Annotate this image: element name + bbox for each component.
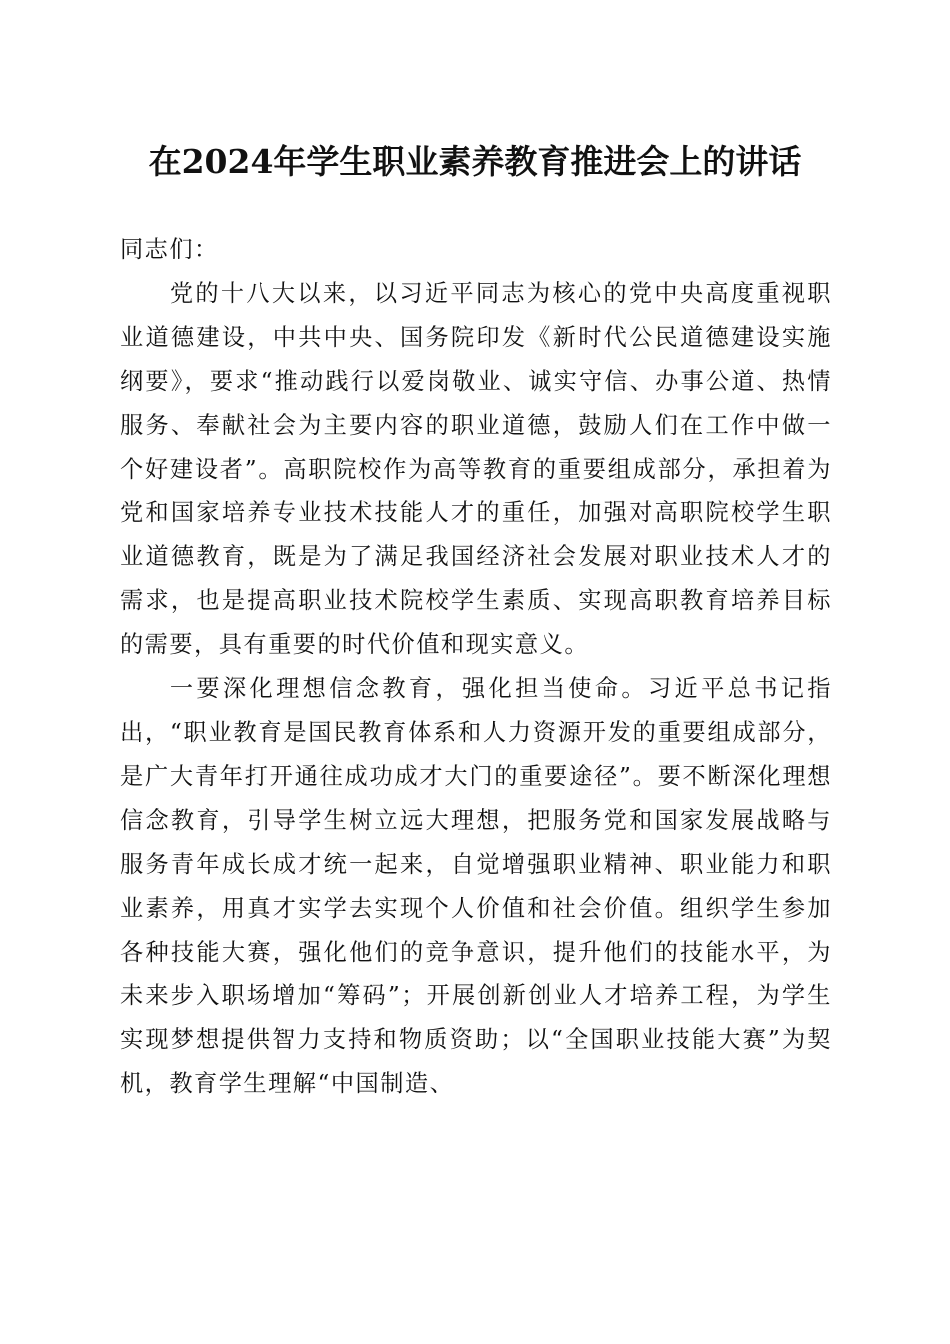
document-title: 在2024年学生职业素养教育推进会上的讲话	[148, 142, 802, 181]
paragraph-ideals-education: 一要深化理想信念教育，强化担当使命。习近平总书记指出，“职业教育是国民教育体系和人力资源开发的重要组成部分，是广大青年打开通往成功成才大门的重要途径”。要不断深化理想信念教育，引导学生树立远大理想，把服务党和国家发展战略与服务青年成长成才统一起来，自觉增强职业精神、职业能力和职业素养，用真才实学去实现个人价值和社会价值。组织学生参加各种技能大赛，强化他们的竞争意识，提升他们的技能水平，为未来步入职场增加“筹码”；开展创新创业人才培养工程，为学生实现梦想提供智力支持和物质资助；以“全国职业技能大赛”为契机，教育学生理解“中国制造、	[120, 675, 832, 1098]
document-body	[120, 228, 832, 1106]
salutation: 同志们：	[120, 236, 219, 263]
paragraph-intro: 党的十八大以来，以习近平同志为核心的党中央高度重视职业道德建设，中共中央、国务院印发《新时代公民道德建设实施纲要》，要求“推动践行以爱岗敬业、诚实守信、办事公道、热情服务、奉献社会为主要内容的职业道德，鼓励人们在工作中做一个好建设者”。高职院校作为高等教育的重要组成部分，承担着为党和国家培养专业技术技能人才的重任，加强对高职院校学生职业道德教育，既是为了满足我国经济社会发展对职业技术人才的需求，也是提高职业技术院校学生素质、实现高职教育培养目标的需要，具有重要的时代价值和现实意义。	[120, 279, 832, 659]
